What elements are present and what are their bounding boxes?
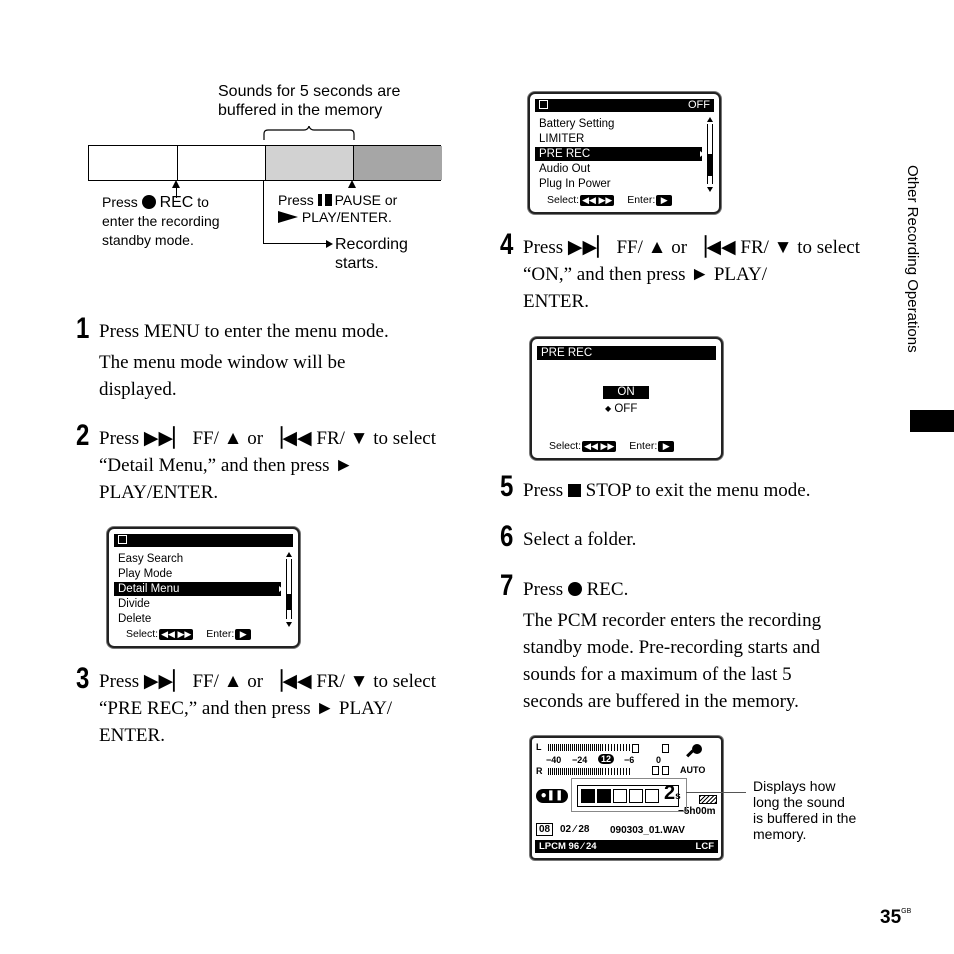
level-bar-r-tail [602, 768, 632, 775]
rec-pause-icon: ●❚❚ [536, 789, 568, 803]
next-track-icon: ▶▶▏ [567, 237, 612, 258]
scroll-down-icon[interactable] [707, 187, 713, 192]
file-count: 02 ∕ 28 [560, 824, 590, 835]
play-icon: ► [690, 264, 710, 285]
step-1-text: Press MENU to enter the menu mode. The menu mode window will be displayed. [99, 321, 389, 400]
enter-button-icon: ▶ [660, 440, 673, 451]
toolbox-icon [539, 100, 548, 109]
pause-bracket-top [263, 180, 267, 181]
format-bar: LPCM 96 ∕ 24 LCF [535, 840, 718, 853]
menu-item-easy-search[interactable]: Easy Search [118, 553, 184, 565]
level-bar-l [548, 744, 602, 751]
remaining-time: −5h00m [678, 806, 716, 817]
timeline-bar [88, 145, 441, 181]
next-track-icon: ▶▶▏ [143, 428, 188, 449]
play-icon [278, 211, 298, 223]
step-4-text: Press ▶▶▏ FF/ ▲ or ▕◀◀ FR/ ▼ to select “ON,” and then press ► PLAY/ ENTER. [523, 237, 860, 312]
step-6-text: Select a folder. [523, 529, 637, 550]
step-3-text: Press ▶▶▏ FF/ ▲ or ▕◀◀ FR/ ▼ to select “PRE REC,” and then press ► PLAY/ ENTER. [99, 671, 436, 746]
pre-rec-setting-screen [530, 337, 723, 460]
up-arrow-icon: ▲ [223, 671, 243, 692]
step-6-number: 6 [500, 520, 514, 553]
select-buttons-icon: ◀◀ ▶▶ [584, 440, 615, 451]
timeline-segment [177, 146, 178, 180]
enter-button-icon: ▶ [237, 628, 250, 639]
press-rec-note: Press REC to enter the recording standby mode. [102, 194, 220, 248]
scroll-up-icon[interactable] [286, 552, 292, 557]
up-arrow-icon: ▲ [647, 237, 667, 258]
bullet-diamond-icon: ◆ [605, 404, 612, 413]
step-4-number: 4 [500, 228, 514, 261]
submenu-arrow-icon [279, 586, 283, 592]
microphone-icon [692, 744, 702, 754]
press-pause-note: Press PAUSE or PLAY/ENTER. [278, 192, 398, 225]
menu-item-plug-in-power[interactable]: Plug In Power [539, 178, 611, 190]
next-track-icon: ▶▶▏ [143, 671, 188, 692]
step-7-number: 7 [500, 569, 514, 602]
menu-item-battery-setting[interactable]: Battery Setting [539, 118, 615, 130]
menu-header-bar [535, 99, 714, 112]
toolbox-icon [118, 535, 127, 544]
pause-bracket [263, 180, 264, 244]
page-number: $35^{GB}$ [880, 907, 912, 928]
play-icon: ► [334, 455, 354, 476]
down-arrow-icon: ▼ [349, 428, 369, 449]
callout-highlight-box [571, 778, 687, 812]
step-7-text: Press REC. The PCM recorder enters the recording standby mode. Pre-recording starts and sounds for a maximum of the last 5 seconds are buffered in the memory. [523, 579, 822, 712]
menu-item-divide[interactable]: Divide [118, 598, 150, 610]
step-5-number: 5 [500, 470, 514, 503]
peak-box-icon [632, 744, 639, 753]
option-off[interactable]: ◆ OFF [605, 403, 638, 415]
file-name: 090303_01.WAV [610, 825, 685, 836]
select-buttons-icon: ◀◀ ▶▶ [582, 194, 613, 205]
scroll-up-icon[interactable] [707, 117, 713, 122]
section-side-label: Other Recording Operations [904, 165, 921, 353]
setting-footer: Select: ◀◀ ▶▶ Enter: ▶ [549, 440, 673, 452]
menu-header-bar [114, 534, 293, 547]
auto-label: AUTO [680, 765, 706, 775]
rec-dot-icon [568, 582, 582, 596]
peak-box-icon [662, 766, 669, 775]
buffer-seconds: 2s [664, 782, 681, 804]
buffer-caption: Sounds for 5 seconds are buffered in the memory [218, 83, 401, 119]
menu-item-audio-out[interactable]: Audio Out [539, 163, 591, 175]
play-icon: ► [315, 698, 335, 719]
level-meter: L R −40 −24 12 −6 0 [536, 742, 662, 776]
setting-header-bar: PRE REC [537, 346, 716, 360]
prev-track-icon: ▕◀◀ [691, 237, 736, 258]
step-2-number: 2 [76, 419, 90, 452]
menu-header-value: OFF [688, 99, 710, 111]
menu-item-delete[interactable]: Delete [118, 613, 152, 625]
menu-item-detail-menu[interactable]: Detail Menu [114, 582, 281, 596]
step-1-number: 1 [76, 312, 90, 345]
level-bar-l-tail [602, 744, 632, 751]
timeline-segment-buffered [265, 146, 354, 180]
stop-icon [568, 484, 581, 497]
prev-track-icon: ▕◀◀ [267, 671, 312, 692]
menu-item-play-mode[interactable]: Play Mode [118, 568, 173, 580]
callout-line [686, 792, 746, 793]
menu-item-limiter[interactable]: LIMITER [539, 133, 585, 145]
pause-arrow-line [263, 243, 329, 244]
recording-starts-note: Recording starts. [335, 236, 408, 272]
level-bar-r [548, 768, 602, 775]
folder-number: 08 [536, 823, 553, 836]
marker-play-icon [348, 180, 356, 188]
menu-screen-pre-rec-list [528, 92, 721, 214]
scrollbar[interactable] [707, 124, 713, 184]
rec-dot-icon [142, 195, 156, 209]
enter-button-icon: ▶ [658, 194, 671, 205]
step-2-text: Press ▶▶▏ FF/ ▲ or ▕◀◀ FR/ ▼ to select “Detail Menu,” and then press ► PLAY/ENTER. [99, 428, 436, 503]
peak-box-icon [652, 766, 659, 775]
menu-screen-detail [107, 527, 300, 648]
option-on[interactable]: ON [603, 386, 649, 399]
scrollbar[interactable] [286, 559, 292, 619]
marker-rec-icon [172, 180, 180, 188]
section-side-tab [910, 410, 954, 432]
step-5-text: Press STOP to exit the menu mode. [523, 480, 811, 501]
menu-footer: Select: ◀◀ ▶▶ Enter: ▶ [126, 628, 250, 640]
timeline-segment-recording [353, 146, 442, 180]
menu-item-pre-rec[interactable]: PRE REC [535, 147, 702, 161]
peak-box-icon [662, 744, 669, 753]
arrow-right-icon [326, 240, 333, 248]
select-buttons-icon: ◀◀ ▶▶ [161, 628, 192, 639]
scroll-down-icon[interactable] [286, 622, 292, 627]
submenu-arrow-icon [700, 151, 704, 157]
up-arrow-icon: ▲ [223, 428, 243, 449]
battery-icon [699, 795, 717, 804]
buffer-bracket [262, 126, 356, 142]
buffer-callout-text: Displays how long the sound is buffered in the memory. [753, 778, 857, 842]
down-arrow-icon: ▼ [349, 671, 369, 692]
pause-icon [318, 194, 325, 206]
prev-track-icon: ▕◀◀ [267, 428, 312, 449]
down-arrow-icon: ▼ [773, 237, 793, 258]
step-3-number: 3 [76, 662, 90, 695]
microphone-stem [686, 750, 694, 758]
menu-footer: Select: ◀◀ ▶▶ Enter: ▶ [547, 194, 671, 206]
